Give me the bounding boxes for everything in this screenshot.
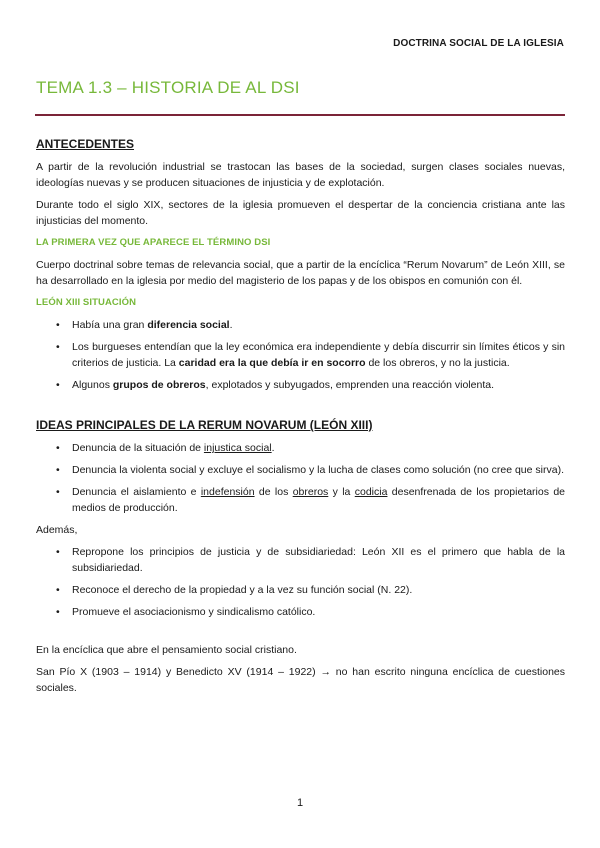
paragraph: Durante todo el siglo XIX, sectores de la iglesia promueven el despertar de la conciencia cristiana ante las injusticias del momento. — [36, 199, 565, 227]
subheading-leon-xiii: LEÓN XIII SITUACIÓN — [36, 297, 137, 308]
paragraph: Además, — [36, 524, 78, 536]
title-divider — [35, 114, 565, 116]
paragraph: Cuerpo doctrinal sobre temas de relevancia social, que a partir de la encíclica “Rerum Novarum” de León XIII, se ha desarrollado en la iglesia por medio del magisterio de los papas y de los obispos en comunión con él. — [36, 259, 565, 287]
paragraph: A partir de la revolución industrial se trastocan las bases de la sociedad, surgen clases sociales nuevas, ideologías nuevas y se producen situaciones de injusticia y de explotación. — [36, 161, 565, 189]
bullet-list — [36, 544, 565, 620]
bullet-list — [36, 440, 565, 516]
list-item: • Algunos grupos de obreros, explotados y subyugados, emprenden una reacción violenta. — [36, 377, 565, 393]
list-item: • Promueve el asociacionismo y sindicalismo católico. — [36, 604, 565, 620]
section-heading-ideas: IDEAS PRINCIPALES DE LA RERUM NOVARUM (LEÓN XIII) — [36, 418, 373, 432]
bullet-list — [36, 317, 565, 393]
paragraph: En la encíclica que abre el pensamiento social cristiano. — [36, 644, 297, 656]
list-item: • Denuncia el aislamiento e indefensión de los obreros y la codicia desenfrenada de los propietarios de medios de producción. — [36, 484, 565, 516]
page-number: 1 — [296, 797, 304, 809]
page-title: TEMA 1.3 – HISTORIA DE AL DSI — [36, 78, 300, 97]
section-heading-antecedentes: ANTECEDENTES — [36, 137, 135, 151]
running-header: DOCTRINA SOCIAL DE LA IGLESIA — [393, 38, 564, 49]
paragraph: San Pío X (1903 – 1914) y Benedicto XV (1914 – 1922) → no han escrito ninguna encíclica de cuestiones sociales. — [36, 666, 565, 694]
list-item: • Repropone los principios de justicia y de subsidiariedad: León XII es el primero que habla de la subsidiariedad. — [36, 544, 565, 576]
list-item: • Reconoce el derecho de la propiedad y a la vez su función social (N. 22). — [36, 582, 565, 598]
list-item: • Denuncia la violenta social y excluye el socialismo y la lucha de clases como solución (no cree que sirva). — [36, 462, 565, 478]
document-body — [36, 135, 565, 696]
list-item: • Los burgueses entendían que la ley económica era independiente y debía discurrir sin límites éticos y sin criterios de justicia. La caridad era la que debía ir en socorro de los obreros, y no la justicia. — [36, 339, 565, 371]
list-item: • Denuncia de la situación de injustica social. — [36, 440, 565, 456]
list-item: • Había una gran diferencia social. — [36, 317, 565, 333]
subheading-term-dsi: LA PRIMERA VEZ QUE APARECE EL TÉRMINO DSI — [36, 237, 271, 248]
